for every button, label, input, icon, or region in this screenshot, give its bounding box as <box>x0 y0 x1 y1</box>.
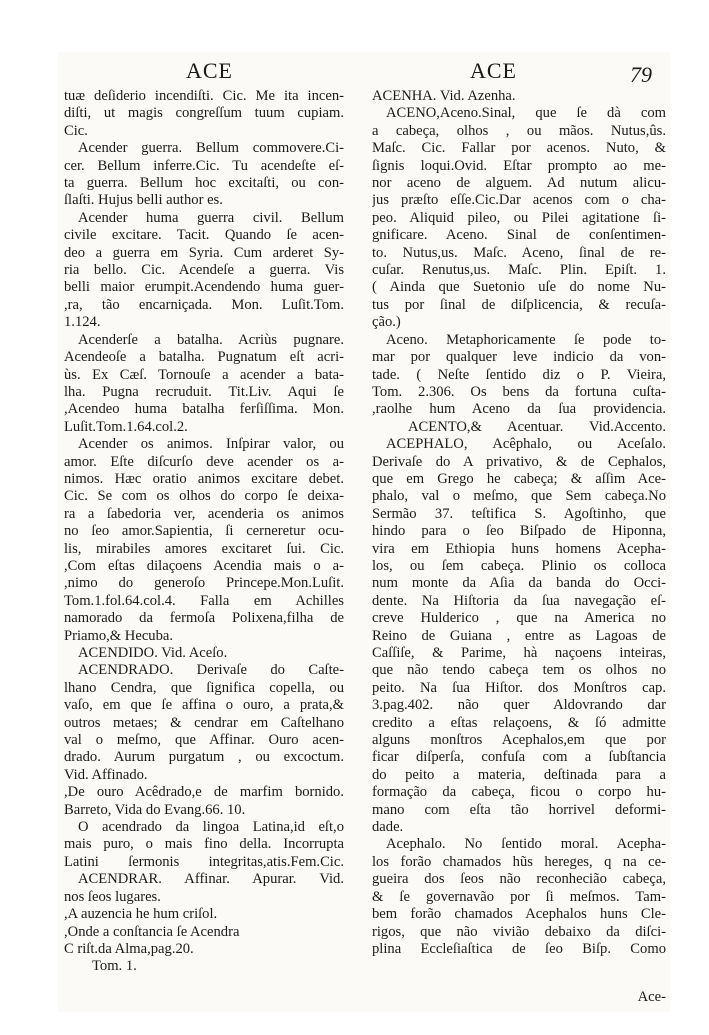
text-line: cuſar. Renutus,us. Maſc. Plin. Epiſt. 1. <box>372 262 666 279</box>
text-line: ACENDIDO. Vid. Aceſo. <box>78 645 228 661</box>
text-line: Acenderſe a batalha. Acriùs pugnare. <box>78 331 344 348</box>
catchword: Ace- <box>637 989 666 1005</box>
text-line: Acephalo. No ſentido moral. Acepha- <box>386 836 666 853</box>
text-line: civile excitare. Tacit. Quando ſe acen- <box>64 227 344 244</box>
text-line: Sermão 37. teſtifica S. Agoſtinho, que <box>372 505 666 522</box>
text-line: Acendeoſe a batalha. Pugnatum eſt acri- <box>64 349 344 366</box>
text-line: jus præſto eſſe.Cic.Dar acenos com o cha- <box>372 192 666 209</box>
text-line: formação da cabeça, ficou o corpo hu- <box>372 784 666 801</box>
text-line: ACENDRADO. Derivaſe do Caſte- <box>78 662 344 679</box>
text-line: O acendrado da lingoa Latina,id eſt,o <box>78 819 344 836</box>
text-line: peo. Aliquid pileo, ou Pilei agitatione ſi- <box>372 209 666 226</box>
text-line: ra a ſabedoria ver, acenderia os animos <box>64 505 344 522</box>
text-line: ACENHA. Vid. Azenha. <box>372 88 516 104</box>
text-line: ACENTO,& Acentuar. Vid.Accento. <box>408 418 666 435</box>
text-line: 1.124. <box>64 314 101 331</box>
text-line: ACEPHALO, Acêphalo, ou Aceſalo. <box>386 436 666 453</box>
text-line: num monte da Aſia da banda do Occi- <box>372 575 666 592</box>
text-line: Cic. <box>64 122 88 139</box>
text-line: tade. ( Neſte ſentido diz o P. Vieira, <box>372 366 666 383</box>
text-line: Derivaſe do A privativo, & de Cephalos, <box>372 453 666 470</box>
text-line: hindo para o ſeo Biſpado de Hiponna, <box>372 523 666 540</box>
text-line: cer. Bellum inferre.Cic. Tu acendeſte eſ- <box>64 157 344 174</box>
text-line: Latini ſermonis integritas,atis.Fem.Cic. <box>64 853 344 870</box>
text-line: Barreto, Vida do Evang.66. 10. <box>64 801 246 818</box>
text-line: ( Ainda que Suetonio uſe do nome Nu- <box>372 279 666 296</box>
text-line: dente. Na Hiſtoria da ſua navegação eſ- <box>372 592 666 609</box>
text-line: tuæ deſiderio incendiſti. Cic. Me ita incen- <box>64 88 344 104</box>
text-line: Caſſiſe, & Parime, hà naçoens inteiras, <box>372 645 666 661</box>
text-line: mano com eſta tão horrivel deformi- <box>372 801 666 818</box>
text-line: outros metaes; & cendrar em Caſtelhano <box>64 714 344 731</box>
text-line: ,nimo do generoſo Princepe.Mon.Luſit. <box>64 575 344 592</box>
text-line: lha. Pugna recruduit. Tit.Liv. Aqui ſe <box>64 383 344 400</box>
text-line: ,ra, tão encarniçada. Mon. Luſit.Tom. <box>64 296 344 313</box>
text-line: ACENDRAR. Affinar. Apurar. Vid. <box>78 871 344 888</box>
text-line: Cic. Se com os olhos do corpo ſe deixa- <box>64 488 344 505</box>
left-column <box>64 88 344 976</box>
text-line: C riſt.da Alma,pag.20. <box>64 940 194 957</box>
text-line: Vid. Affinado. <box>64 766 148 783</box>
text-line: namorado da fermoſa Polixena,filha de <box>64 610 344 627</box>
book-page <box>58 52 670 1012</box>
text-line: 3.pag.402. não quer Aldovrando dar <box>372 697 666 714</box>
text-line: ſlaſti. Hujus belli author es. <box>64 192 223 209</box>
text-line: rigos, que não vivião debaixo da diſci- <box>372 923 666 940</box>
text-line: ção.) <box>372 314 401 331</box>
text-line: alguns monſtros Acephalos,em que por <box>372 732 666 749</box>
text-line: tus por ſinal de diſplicencia, & recuſa- <box>372 296 666 313</box>
text-line: diſti, ut magis congreſſum tuum cupiam. <box>64 105 344 122</box>
text-line: dade. <box>372 819 404 836</box>
text-line: ,raolhe hum Aceno da ſua providencia. <box>372 401 666 418</box>
text-line: drado. Aurum purgatum , ou excoctum. <box>64 749 344 766</box>
text-line: ,Com eſtas dilaçoens Acendia mais o a- <box>64 557 344 574</box>
page-number: 79 <box>630 62 652 87</box>
text-line: que em Grego he cabeça; & aſſim Ace- <box>372 470 666 487</box>
text-line: Acender huma guerra civil. Bellum <box>78 209 344 226</box>
text-line: & ſe governavão por ſi meſmos. Tam- <box>372 888 666 905</box>
text-line: no ſeo amor.Sapientia, ſi cerneretur ocu- <box>64 523 344 540</box>
text-line: Maſc. Cic. Fallar por acenos. Nuto, & <box>372 140 666 157</box>
header-right: ACE <box>470 58 517 83</box>
text-line: los, ou ſem cabeça. Plinio os colloca <box>372 557 666 574</box>
text-line: gueira dos ſeos não reconhecião cabeça, <box>372 871 666 888</box>
text-line: lhano Cendra, que ſignifica copella, ou <box>64 679 344 696</box>
text-line: Aceno. Metaphoricamente ſe pode to- <box>386 331 666 348</box>
text-line: val o meſmo, que Affinar. Ouro acen- <box>64 732 344 749</box>
text-line: ,Onde a conſtancia ſe Acendra <box>64 923 240 940</box>
text-line: que não tendo cabeça tem os olhos no <box>372 662 666 679</box>
text-line: amor. Eſte diſcurſo deve acender os a- <box>64 453 344 470</box>
text-line: creve Hulderico , que na America no <box>372 610 666 627</box>
text-line: ficar diſperſa, confuſa com a ſubſtancia <box>372 749 666 766</box>
text-line: Acender os animos. Inſpirar valor, ou <box>78 436 344 453</box>
text-line: ACENO,Aceno.Sinal, que ſe dà com <box>386 105 666 122</box>
text-line: Luſit.Tom.1.64.col.2. <box>64 418 188 435</box>
text-line: Tom.1.fol.64.col.4. Falla em Achilles <box>64 592 344 609</box>
text-line: ,De ouro Acêdrado,e de marfim bornido. <box>64 784 344 801</box>
text-line: peito. Na ſua Hiſtor. dos Monſtros cap. <box>372 679 666 696</box>
text-line: credito a eſtas relaçoens, & ſó admitte <box>372 714 666 731</box>
text-line: ta guerra. Bellum hoc excitaſti, ou con- <box>64 175 344 192</box>
header-left: ACE <box>186 58 233 83</box>
text-line: do peito a materia, deſtinada para a <box>372 766 666 783</box>
text-line: a cabeça, olhos , ou mãos. Nutus,ûs. <box>372 122 666 139</box>
text-line: ùs. Ex Cæſ. Tornouſe a acender a bata- <box>64 366 344 383</box>
text-line: phalo, val o meſmo, que Sem cabeça.No <box>372 488 666 505</box>
text-line: vira em Ethiopia huns homens Acepha- <box>372 540 666 557</box>
text-line: Tom. 1. <box>92 958 137 975</box>
text-line: plina Eccleſiaſtica de ſeo Biſp. Como <box>372 940 666 957</box>
text-line: mais puro, o mais fino della. Incorrupta <box>64 836 344 853</box>
text-line: mar por qualquer leve indicio da von- <box>372 349 666 366</box>
text-line: deo a guerra em Syria. Cum arderet Sy- <box>64 244 344 261</box>
text-line: ria bello. Cic. Acendeſe a guerra. Vis <box>64 262 344 279</box>
text-line: to. Nutus,us. Maſc. Aceno, ſinal de re- <box>372 244 666 261</box>
text-line: ,Acendeo huma batalha ferſiſſima. Mon. <box>64 401 344 418</box>
text-line: bem forão chamados Acephalos huns Cle- <box>372 906 666 923</box>
text-line: Acender guerra. Bellum commovere.Ci- <box>78 140 344 157</box>
text-line: nor aceno de alguem. Ad nutum alicu- <box>372 175 666 192</box>
text-line: belli maior erumpit.Acendendo huma guer- <box>64 279 344 296</box>
text-line: Reino de Guiana , entre as Lagoas de <box>372 627 666 644</box>
text-line: ſignis loqui.Ovid. Eſtar prompto ao me- <box>372 157 666 174</box>
text-line: los forão chamados hũs hereges, q na ce- <box>372 853 666 870</box>
text-line: Tom. 2.306. Os bens da fortuna cuſta- <box>372 383 666 400</box>
right-column <box>372 88 666 958</box>
text-line: nimos. Hæc oratio animos excitare debet. <box>64 470 344 487</box>
text-line: nos ſeos lugares. <box>64 888 161 905</box>
text-line: ,A auzencia he hum criſol. <box>64 906 218 923</box>
text-line: Priamo,& Hecuba. <box>64 627 174 644</box>
text-line: lis, mirabiles amores excitaret ſui. Cic. <box>64 540 344 557</box>
text-line: vaſo, em que ſe affina o ouro, a prata,& <box>64 697 344 714</box>
text-line: gnificare. Aceno. Sinal de conſentimen- <box>372 227 666 244</box>
